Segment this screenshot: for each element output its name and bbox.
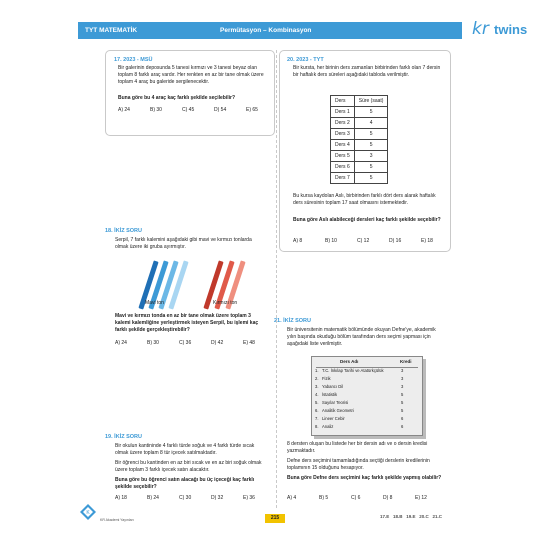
question-prompt: Buna göre bu 4 araç kaç farklı şekilde seçilebilir? — [118, 95, 235, 101]
list-item — [315, 368, 419, 376]
item-index: 8. — [315, 424, 319, 429]
item-index: 4. — [315, 392, 319, 397]
table-cell: Ders 7 — [331, 173, 355, 184]
question-prompt: Mavi ve kırmızı tonda en az bir tane olmak üzere toplam 3 kalemi kalemliğine yerleştirmek isteyen Serpil, bu işlemi kaç farklı şekilde gerçekleştirebilir? — [115, 313, 259, 334]
publisher-name: KR Akademi Yayınları — [100, 518, 134, 522]
item-name: Lineer Cebir — [322, 416, 345, 421]
table-cell: 4 — [354, 118, 388, 129]
item-name: Analitik Geometri — [322, 408, 354, 413]
list-item — [315, 392, 419, 400]
table-cell: Ders 2 — [331, 118, 355, 129]
column-divider — [276, 50, 277, 508]
table-cell: Ders 6 — [331, 162, 355, 173]
answer-key: 17.E 18.B 19.E 20.C 21.C — [380, 514, 443, 519]
question-19 — [105, 430, 275, 510]
list-item — [315, 400, 419, 408]
item-index: 5. — [315, 400, 319, 405]
list-item — [315, 416, 419, 424]
item-credit: 3 — [401, 376, 404, 381]
question-text: Bir galerinin deposunda 5 tanesi kırmızı ve 3 tanesi beyaz olan toplam 8 farklı araç vardır. Her renkten en az bir tane olmak üzere toplam 4 araç bu galeride sergilenecektir. — [118, 65, 264, 86]
option-a[interactable]: A) 18 — [115, 495, 127, 501]
table-header: Süre (saat) — [354, 96, 388, 107]
question-text-2: 8 dersten oluşan bu listede her bir dersin adı ve o dersin kredisi yazmaktadır. — [287, 441, 428, 455]
course-rows — [315, 368, 419, 432]
option-e[interactable]: E) 36 — [243, 495, 255, 501]
option-e[interactable]: E) 65 — [246, 107, 258, 113]
table-cell: Ders 1 — [331, 107, 355, 118]
question-20 — [279, 50, 451, 252]
question-21 — [274, 314, 449, 512]
table-cell: Ders 5 — [331, 151, 355, 162]
logo-mark: kr — [472, 19, 489, 39]
option-b[interactable]: B) 30 — [150, 107, 162, 113]
option-c[interactable]: C) 12 — [357, 238, 370, 244]
option-b[interactable]: B) 24 — [147, 495, 159, 501]
item-credit: 3 — [401, 384, 404, 389]
table-cell: 5 — [354, 129, 388, 140]
answer-options — [287, 495, 441, 501]
table-cell: 5 — [354, 107, 388, 118]
item-credit: 5 — [401, 392, 404, 397]
pencil-group-red — [205, 258, 250, 318]
answer-options — [293, 238, 447, 244]
list-item — [315, 424, 419, 432]
item-credit: 3 — [401, 368, 404, 373]
question-number: 18. İKİZ SORU — [105, 228, 142, 234]
option-d[interactable]: D) 8 — [383, 495, 393, 501]
question-number: 21. İKİZ SORU — [274, 318, 311, 324]
item-credit: 5 — [401, 408, 404, 413]
item-credit: 6 — [401, 416, 404, 421]
item-name: Fizik — [322, 376, 331, 381]
page-number: 215 — [265, 514, 285, 523]
list-header-credit: Kredi — [400, 359, 412, 364]
question-text-3: Defne ders seçimini tamamladığında seçtiği derslerin kredilerinin toplamının 15 olduğunu hesapıyor. — [287, 458, 430, 472]
option-b[interactable]: B) 30 — [147, 340, 159, 346]
item-index: 2. — [315, 376, 319, 381]
option-e[interactable]: E) 12 — [415, 495, 427, 501]
option-b[interactable]: B) 5 — [319, 495, 329, 501]
item-name: İstatistik — [322, 392, 338, 397]
option-c[interactable]: C) 30 — [179, 495, 192, 501]
answer-options — [115, 495, 269, 501]
option-b[interactable]: B) 10 — [325, 238, 337, 244]
list-header-name: Ders Adı — [340, 359, 359, 364]
option-d[interactable]: D) 16 — [389, 238, 402, 244]
question-prompt: Buna göre bu öğrenci satın alacağı bu üç içeceği kaç farklı şekilde seçebilir? — [115, 477, 255, 491]
header-bar — [78, 22, 462, 39]
table-cell: Ders 4 — [331, 140, 355, 151]
question-text-2: Bir öğrenci bu kantinden en az biri sıcak ve en az biri soğuk olmak üzere toplam 3 farklı içecek satın alacaktır. — [115, 460, 262, 474]
option-c[interactable]: C) 6 — [351, 495, 361, 501]
subject-title: TYT MATEMATİK — [85, 27, 138, 34]
option-c[interactable]: C) 36 — [179, 340, 192, 346]
item-name: Analiz — [322, 424, 334, 429]
question-17 — [105, 50, 275, 136]
item-name: T.C. İnkılap Tarihi ve Atatürkçülük — [322, 368, 384, 373]
answer-options — [115, 340, 269, 346]
question-text: Bir kursta, her birinin ders zamanları birbirinden farklı olan 7 dersin bir haftalık ders süreleri aşağıdaki tabloda verilmiştir. — [293, 65, 441, 79]
list-item — [315, 408, 419, 416]
item-index: 7. — [315, 416, 319, 421]
question-prompt: Buna göre Defne ders seçimini kaç farklı şekilde yapmış olabilir? — [287, 475, 442, 481]
logo-text: twins — [494, 22, 528, 37]
item-name: Yabancı Dil — [322, 384, 344, 389]
question-text-2: Bu kursa kaydolan Aslı, birbirinden farklı dört ders alarak haftalık ders süresinin toplam 17 saat olmasını istemektedir. — [293, 193, 436, 207]
item-credit: 5 — [401, 400, 404, 405]
question-text: Bir okulun kantininde 4 farklı türde soğuk ve 4 farklı türde sıcak olmak üzere toplam 8 tür içecek satılmaktadır. — [115, 443, 255, 457]
question-number: 19. İKİZ SORU — [105, 434, 142, 440]
table-header: Ders — [331, 96, 355, 107]
question-text: Serpil, 7 farklı kalemini aşağıdaki gibi mavi ve kırmızı tonlarda olmak üzere iki gruba ayırmıştır. — [115, 237, 252, 251]
table-cell: 5 — [354, 162, 388, 173]
question-number: 20. 2023 - TYT — [287, 57, 324, 63]
option-e[interactable]: E) 18 — [421, 238, 433, 244]
question-18 — [105, 224, 275, 354]
table-cell: Ders 3 — [331, 129, 355, 140]
item-name: Sayılar Teorisi — [322, 400, 349, 405]
question-number: 17. 2023 - MSÜ — [114, 57, 153, 63]
publisher-logo-icon — [80, 504, 96, 520]
svg-text:K: K — [86, 510, 90, 516]
option-a[interactable]: A) 24 — [118, 107, 130, 113]
question-prompt: Buna göre Aslı alabileceği dersleri kaç farklı şekilde seçebilir? — [293, 217, 441, 223]
brand-logo — [470, 18, 532, 42]
pencil-group-blue — [140, 258, 190, 318]
option-a[interactable]: A) 8 — [293, 238, 303, 244]
answer-options — [118, 107, 270, 113]
table-cell: 5 — [354, 173, 388, 184]
list-item — [315, 384, 419, 392]
label-red: Kırmızı ton — [213, 300, 238, 306]
item-index: 3. — [315, 384, 319, 389]
list-item — [315, 376, 419, 384]
item-index: 6. — [315, 408, 319, 413]
duration-table — [330, 95, 388, 184]
option-e[interactable]: E) 48 — [243, 340, 255, 346]
option-a[interactable]: A) 24 — [115, 340, 127, 346]
option-c[interactable]: C) 45 — [182, 107, 195, 113]
label-blue: Mavi ton — [145, 300, 164, 306]
option-d[interactable]: D) 54 — [214, 107, 227, 113]
table-cell: 3 — [354, 151, 388, 162]
question-text: Bir üniversitenin matematik bölümünde okuyan Defne'ye, akademik yılın başında okuduğu bölüm tarafından ders seçimi yapması için aşağıdaki liste verilmiştir. — [287, 327, 436, 348]
item-credit: 6 — [401, 424, 404, 429]
item-index: 1. — [315, 368, 319, 373]
table-cell: 5 — [354, 140, 388, 151]
option-a[interactable]: A) 4 — [287, 495, 297, 501]
topic-title: Permütasyon – Kombinasyon — [220, 27, 312, 34]
option-d[interactable]: D) 42 — [211, 340, 224, 346]
option-d[interactable]: D) 32 — [211, 495, 224, 501]
